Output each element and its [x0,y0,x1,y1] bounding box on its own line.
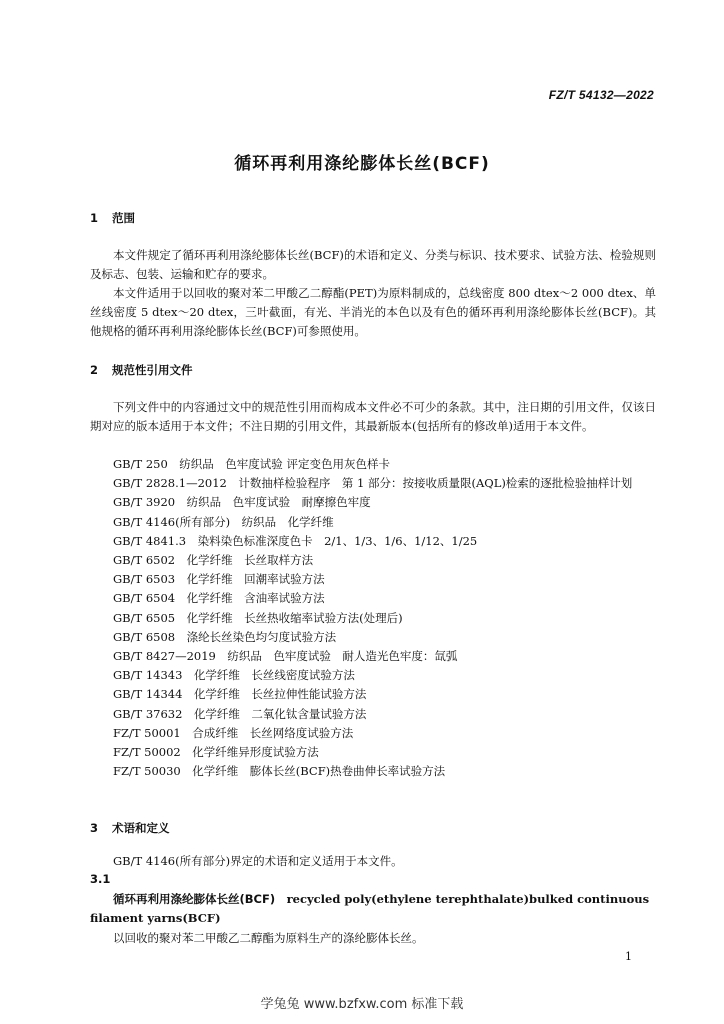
term-name-zh: 循环再利用涤纶膨体长丝(BCF) [113,892,276,906]
section-2-paragraph-1: 下列文件中的内容通过文中的规范性引用而构成本文件必不可少的条款。其中，注日期的引用文件，仅该日期对应的版本适用于本文件；不注日期的引用文件，其最新版本(包括所有的修改单)适用于本文件。 [90,400,656,433]
reference-item [113,474,658,493]
reference-item: FZ/T 50001 合成纤维 长丝网络度试验方法 [113,725,354,740]
section-2-heading [90,362,193,378]
reference-item: GB/T 6504 化学纤维 含油率试验方法 [113,591,325,606]
reference-text: GB/T 2828.1—2012 计数抽样检验程序 第 1 部分：按接收质量限(AQL)检索的逐批检验抽样计划 [113,476,633,491]
term-entry [90,890,656,928]
reference-item: GB/T 6505 化学纤维 长丝热收缩率试验方法(处理后) [113,610,403,625]
section-number: 2 [90,363,99,377]
section-number: 3 [90,821,99,835]
reference-item: FZ/T 50002 化学纤维异形度试验方法 [113,745,319,760]
term-number: 3.1 [90,872,111,886]
reference-item: GB/T 3920 纺织品 色牢度试验 耐摩擦色牢度 [113,495,371,510]
section-3-paragraph-1: GB/T 4146(所有部分)界定的术语和定义适用于本文件。 [113,854,403,868]
section-title: 术语和定义 [112,821,170,835]
reference-item: GB/T 37632 化学纤维 二氧化钛含量试验方法 [113,706,367,721]
document-title: 循环再利用涤纶膨体长丝(BCF) [234,154,490,174]
reference-item: FZ/T 50030 化学纤维 膨体长丝(BCF)热卷曲伸长率试验方法 [113,764,446,779]
section-1-paragraph-2: 本文件适用于以回收的聚对苯二甲酸乙二醇酯(PET)为原料制成的，总线密度 800 dtex～2 000 dtex、单丝线密度 5 dtex～20 dtex，三叶截面，有光、半消光的本色以及有色的循环再利用涤纶膨体长丝(BCF)。其他规格的循环再利用涤纶膨体长丝(BCF)可参照使用。 [90,286,656,338]
standard-number: FZ/T 54132—2022 [548,88,654,102]
reference-item: GB/T 250 纺织品 色牢度试验 评定变色用灰色样卡 [113,457,390,471]
section-title: 范围 [112,211,135,225]
section-number: 1 [90,211,99,225]
reference-item: GB/T 4841.3 染料染色标准深度色卡 2/1、1/3、1/6、1/12、1/25 [113,533,478,548]
reference-item: GB/T 8427—2019 纺织品 色牢度试验 耐人造光色牢度：氙弧 [113,649,458,664]
section-3-heading [90,820,170,836]
page-number: 1 [625,950,632,963]
section-title: 规范性引用文件 [112,363,193,377]
section-1-heading [90,210,135,226]
reference-item: GB/T 14344 化学纤维 长丝拉伸性能试验方法 [113,687,367,702]
watermark: 学兔兔 www.bzfxw.com 标准下载 [260,997,464,1012]
reference-item: GB/T 14343 化学纤维 长丝线密度试验方法 [113,668,355,683]
reference-item: GB/T 6503 化学纤维 回潮率试验方法 [113,572,325,587]
reference-item: GB/T 4146(所有部分) 纺织品 化学纤维 [113,514,334,529]
reference-item: GB/T 6502 化学纤维 长丝取样方法 [113,553,314,568]
reference-item: GB/T 6508 涤纶长丝染色均匀度试验方法 [113,629,337,644]
normative-references-list [113,455,658,781]
term-definition: 以回收的聚对苯二甲酸乙二醇酯为原料生产的涤纶膨体长丝。 [113,931,424,945]
term-name-en: recycled poly(ethylene terephthalate)bulked continuous filament yarns(BCF) [90,892,650,925]
section-1-paragraph-1: 本文件规定了循环再利用涤纶膨体长丝(BCF)的术语和定义、分类与标识、技术要求、试验方法、检验规则及标志、包装、运输和贮存的要求。 [90,248,656,281]
